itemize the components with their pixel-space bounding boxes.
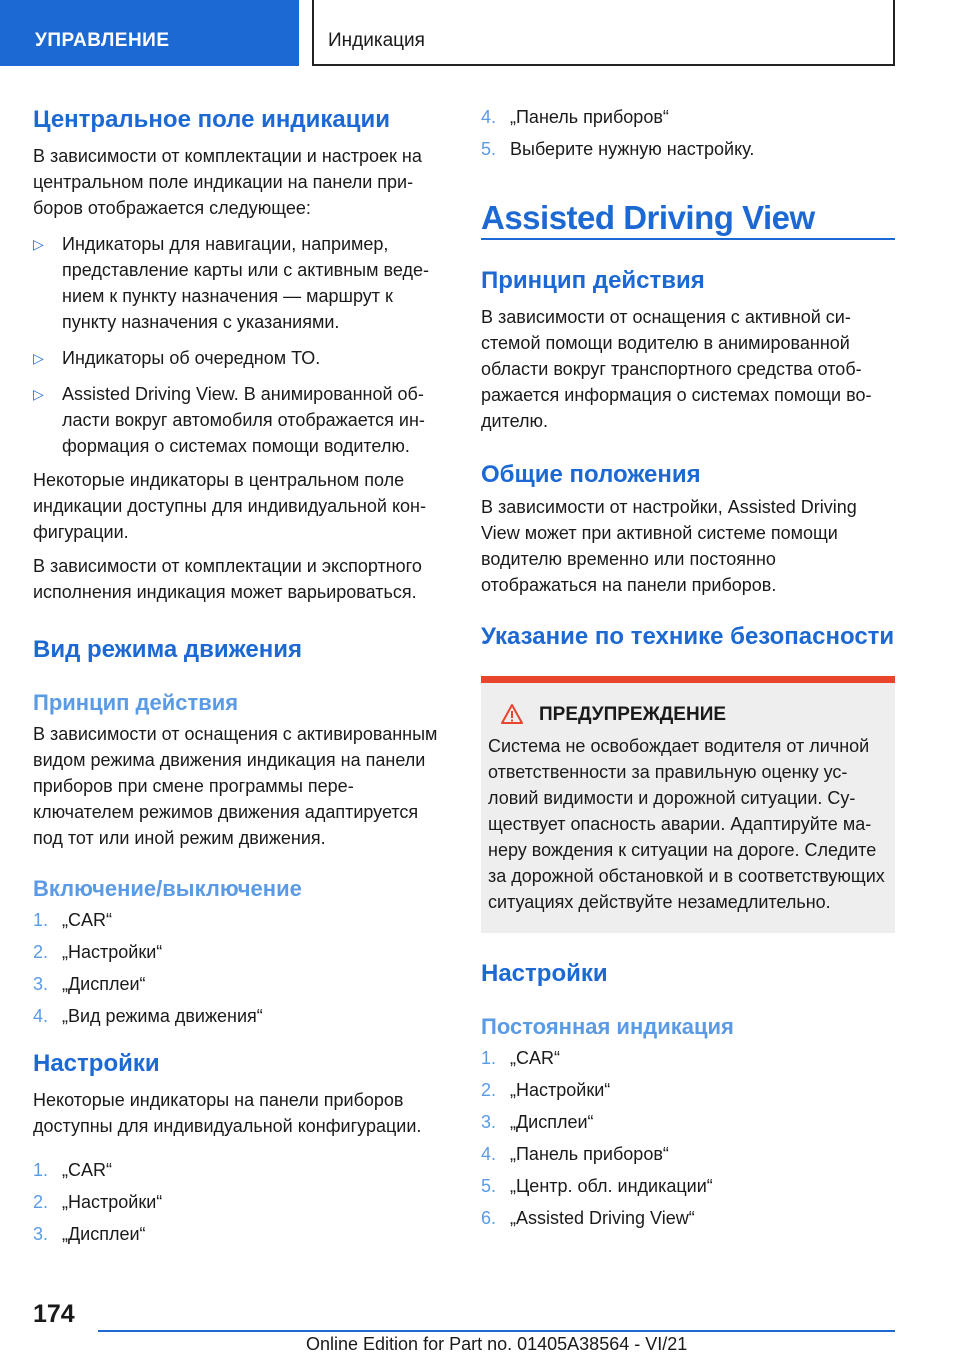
warning-box	[481, 676, 895, 933]
adv-heading: Assisted Driving View	[481, 198, 895, 240]
triangle-right-icon: ▷	[33, 236, 44, 252]
triangle-right-icon: ▷	[33, 386, 44, 402]
drive-mode-heading: Вид режима движения	[33, 636, 302, 663]
edition-label: Online Edition for Part no. 01405A38564 - VI/21	[306, 1334, 688, 1354]
settings-text: Некоторые индикаторы на панели приборов доступны для индивидуальной конфигурации.	[33, 1090, 422, 1136]
permanent-steps	[481, 1045, 895, 1237]
list-item: ▷ Assisted Driving View. В анимированной области вокруг автомобиля отображается информация о системах помощи водителю.	[33, 381, 447, 459]
list-item: ▷ Индикаторы для навигации, например, представление карты или с активным ведением к пункту назначения — маршрут к пункту назначения с указаниями.	[33, 231, 447, 335]
warning-title: ПРЕДУПРЕЖДЕНИЕ	[488, 701, 887, 729]
central-field-heading: Центральное поле индикации	[33, 106, 390, 133]
permanent-heading: Постоянная индикация	[481, 1014, 734, 1039]
right-settings-heading: Настройки	[481, 960, 608, 987]
footer-divider	[98, 1330, 895, 1332]
central-field-note-config: Некоторые индикаторы в центральном поле индикации доступны для индивидуальной конфигурации.	[33, 470, 426, 542]
list-item: 1. „CAR“	[33, 1160, 112, 1180]
list-item: 5. Выберите нужную настройку.	[481, 139, 755, 159]
central-field-bullets	[33, 231, 447, 459]
general-heading: Общие положения	[481, 461, 701, 488]
settings-heading: Настройки	[33, 1050, 160, 1077]
central-field-intro: В зависимости от комплектации и настроек на центральном поле индикации на панели приборов отображается следующее:	[33, 146, 422, 218]
list-item: 3. „Дисплеи“	[481, 1112, 594, 1132]
triangle-right-icon: ▷	[33, 350, 44, 366]
safety-heading: Указание по технике безопасности	[481, 623, 895, 650]
adv-principle-heading: Принцип действия	[481, 267, 705, 294]
central-field-note-export: В зависимости от комплектации и экспортного исполнения индикация может варьироваться.	[33, 556, 422, 602]
list-item: 1. „CAR“	[481, 1048, 560, 1068]
drive-mode-principle-text: В зависимости от оснащения с активированным видом режима движения индикация на панели приборов при смене программы переключателем режимов движения адаптируется под тот или иной режим движения.	[33, 724, 438, 848]
list-item: 2. „Настройки“	[33, 942, 163, 962]
page-header	[0, 0, 960, 66]
list-item: 2. „Настройки“	[33, 1192, 163, 1212]
drive-mode-toggle-heading: Включение/выключение	[33, 876, 302, 901]
warning-text: Система не освобождает водителя от личной ответственности за правильную оценку условий видимости и дорожной ситуации. Существует опасность аварии. Адаптируйте манеру вождения к ситуации на дороге. Следите за дорожной обстановкой и в соответствующих ситуациях действуйте незамедлительно.	[488, 736, 885, 912]
warning-triangle-icon	[500, 703, 524, 725]
section-tab: УПРАВЛЕНИЕ	[0, 0, 299, 66]
chapter-title: Индикация	[312, 0, 895, 66]
list-item: 3. „Дисплеи“	[33, 974, 146, 994]
list-item: 3. „Дисплеи“	[33, 1224, 146, 1244]
list-item: 4. „Панель приборов“	[481, 1144, 669, 1164]
list-item: 2. „Настройки“	[481, 1080, 611, 1100]
general-text: В зависимости от настройки, Assisted Driving View может при активной системе помощи водителю временно или постоянно отображаться на панели приборов.	[481, 497, 857, 595]
page-number: 174	[33, 1300, 75, 1328]
drive-mode-steps	[33, 907, 447, 1035]
left-column	[33, 100, 447, 1253]
adv-principle-text: В зависимости от оснащения с активной системой помощи водителю в анимированной области вокруг транспортного средства отображается информация о системах помощи водителю.	[481, 307, 872, 431]
settings-steps	[33, 1157, 447, 1253]
list-item: 1. „CAR“	[33, 910, 112, 930]
list-item: 6. „Assisted Driving View“	[481, 1208, 695, 1228]
list-item: ▷ Индикаторы об очередном ТО.	[33, 345, 447, 371]
list-item: 4. „Вид режима движения“	[33, 1006, 263, 1026]
list-item: 5. „Центр. обл. индикации“	[481, 1176, 713, 1196]
continued-steps	[481, 104, 895, 168]
drive-mode-principle-heading: Принцип действия	[33, 690, 239, 715]
right-column	[481, 104, 895, 1237]
list-item: 4. „Панель приборов“	[481, 107, 669, 127]
